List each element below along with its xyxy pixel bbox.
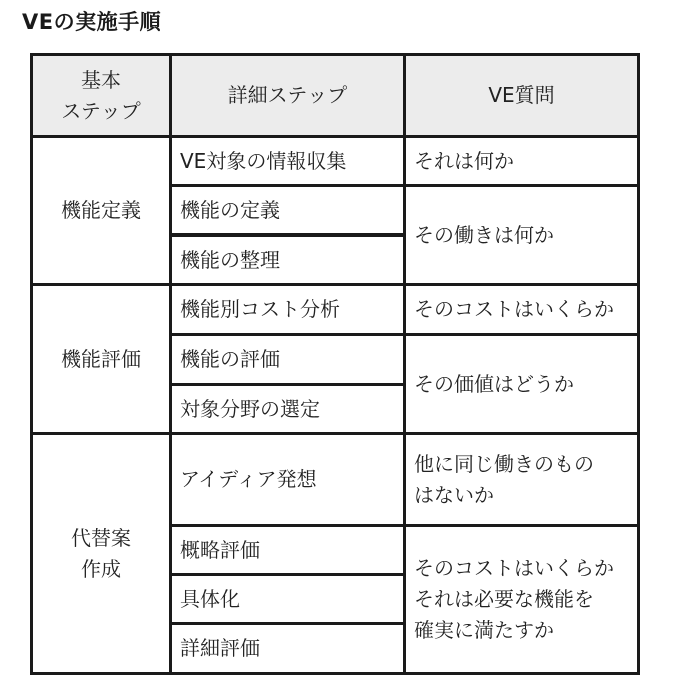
header-ve-question-label: VE質問 xyxy=(488,83,555,107)
detail-step xyxy=(172,187,403,233)
basic-step-label-line-2: 作成 xyxy=(81,556,121,581)
ve-question-label: その働きは何か xyxy=(414,222,554,247)
detail-step-label: 機能の定義 xyxy=(180,197,280,222)
detail-step xyxy=(172,237,403,283)
basic-step-label: 機能評価 xyxy=(61,346,141,371)
detail-step-label: 機能の整理 xyxy=(180,247,280,272)
ve-question-line-2: はないか xyxy=(414,482,494,507)
basic-step-function-definition xyxy=(33,138,169,283)
detail-step xyxy=(172,576,403,622)
detail-step-label: 具体化 xyxy=(180,586,240,611)
detail-step-label: 機能の評価 xyxy=(180,347,280,371)
ve-question-line-1: そのコストはいくらか xyxy=(414,556,614,580)
ve-question xyxy=(406,527,637,672)
ve-question-label: それは何か xyxy=(414,148,514,173)
ve-question xyxy=(406,336,637,432)
ve-question-line-1: 他に同じ働きのもの xyxy=(414,451,594,476)
detail-step-label: 機能別コスト分析 xyxy=(180,297,340,321)
ve-question xyxy=(406,435,637,524)
header-detail-step xyxy=(172,56,403,135)
ve-question-line-3: 確実に満たすか xyxy=(414,618,554,642)
detail-step xyxy=(172,336,403,383)
header-basic-step xyxy=(33,56,169,135)
ve-question xyxy=(406,138,637,184)
detail-step xyxy=(172,527,403,573)
detail-step xyxy=(172,625,403,672)
ve-question xyxy=(406,187,637,283)
ve-procedure-table xyxy=(30,53,640,675)
basic-step-label-line-1: 代替案 xyxy=(71,525,131,550)
ve-question xyxy=(406,286,637,333)
detail-step xyxy=(172,138,403,184)
ve-question-label: そのコストはいくらか xyxy=(414,297,614,321)
detail-step-label: 詳細評価 xyxy=(180,636,260,660)
header-basic-step-line-2: ステップ xyxy=(61,98,141,123)
basic-step-function-evaluation xyxy=(33,286,169,432)
detail-step xyxy=(172,386,403,432)
detail-step xyxy=(172,435,403,524)
ve-question-label: その価値はどうか xyxy=(414,371,574,396)
detail-step-label: 概略評価 xyxy=(180,537,260,562)
header-ve-question xyxy=(406,56,637,135)
header-basic-step-line-1: 基本 xyxy=(80,67,121,92)
basic-step-alternative-creation xyxy=(33,435,169,672)
detail-step xyxy=(172,286,403,333)
detail-step-label: VE対象の情報収集 xyxy=(180,148,347,173)
basic-step-label: 機能定義 xyxy=(61,198,141,222)
ve-question-line-2: それは必要な機能を xyxy=(414,587,594,611)
header-detail-step-label: 詳細ステップ xyxy=(227,83,348,107)
page-title: VEの実施手順 xyxy=(22,10,162,34)
detail-step-label: 対象分野の選定 xyxy=(180,396,320,421)
detail-step-label: アイディア発想 xyxy=(180,467,317,491)
